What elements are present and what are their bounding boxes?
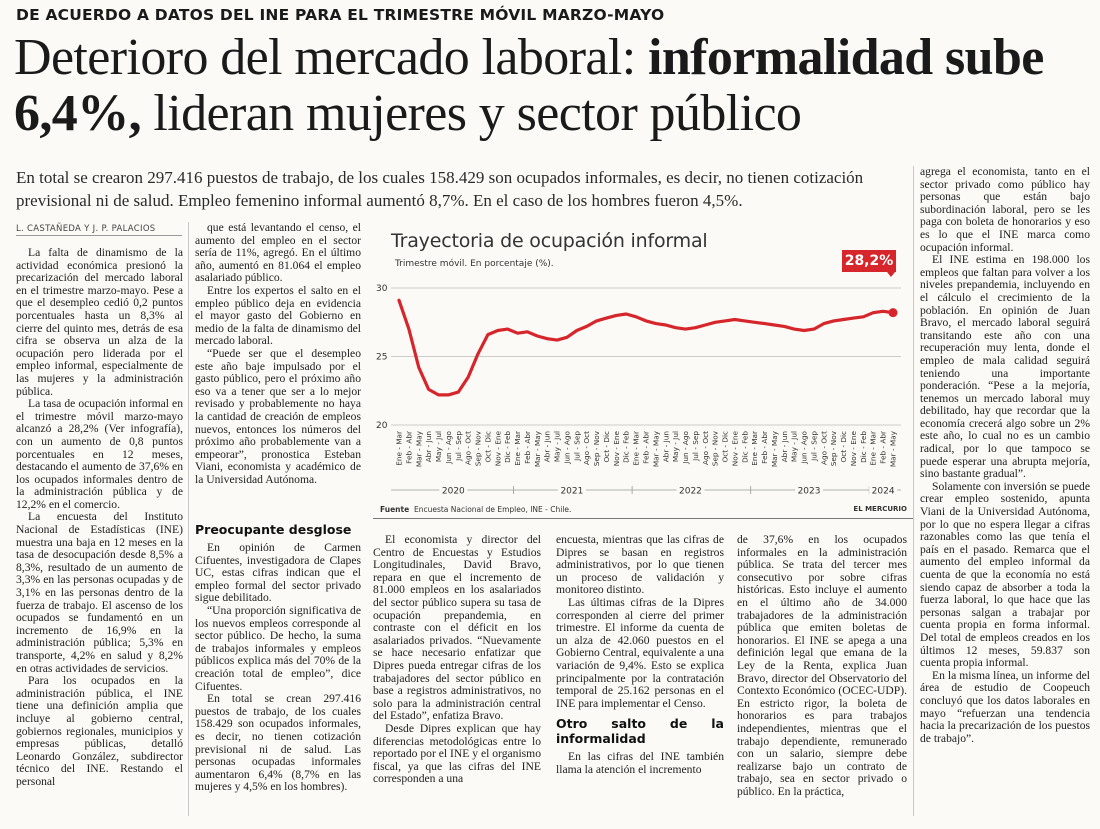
x-tick-label: May - Jul xyxy=(671,431,681,463)
x-tick-label: May - Jul xyxy=(552,431,562,463)
chart-bottom-rule xyxy=(373,518,913,519)
paragraph: Las últimas cifras de la Dipres corresponden al cierre del primer trimestre. El informe da cuenta de un alza de 42.060 puestos en el Gobierno Central, equivalente a una variación de 9,4%. Esto se explica principalmente por la contratación temporal de 25.162 personas en el INE para implementar el Censo. xyxy=(556,595,724,710)
chart-credit: EL MERCURIO xyxy=(853,505,907,513)
y-tick-label: 20 xyxy=(376,421,388,431)
paragraph: En la misma línea, un informe del área de estudio de Coopeuch concluyó que los datos laborales en mayo “refuerzan una tendencia hacia la precarización de los puestos de trabajo”. xyxy=(920,668,1090,745)
x-tick-label: Oct - Dic xyxy=(839,431,849,463)
x-tick-label: Ago - Oct xyxy=(700,431,710,465)
x-tick-label: Abr - Jun xyxy=(424,431,434,463)
x-tick-label: Dic - Feb xyxy=(858,431,868,463)
paragraph: La tasa de ocupación informal en el trimestre móvil marzo-mayo alcanzó a 28,2% (Ver infografía), con un aumento de 0,8 puntos porcentuales en 12 meses, destacando el aumento de 37,6% en los ocupados informales dentro de la administración pública y de 12,2% en el comercio. xyxy=(16,397,183,511)
x-tick-label: Abr - Jun xyxy=(542,431,552,463)
y-tick-label: 25 xyxy=(376,352,388,363)
x-tick-label: Dic - Feb xyxy=(621,431,631,463)
paragraph: Entre los expertos el salto en el empleo público deja en evidencia el mayor gasto del Gobierno en medio de la falta de dinamismo del mercado laboral. xyxy=(195,283,361,348)
x-tick-label: Ene - Mar xyxy=(750,431,760,466)
x-tick-label: Ago - Oct xyxy=(819,431,829,465)
x-tick-label: Mar - May xyxy=(651,431,661,468)
x-tick-label: Jul - Sep xyxy=(809,431,819,461)
paragraph: La encuesta del Instituto Nacional de Estadísticas (INE) muestra una baja en 12 meses en la tasa de desocupación desde 8,5% a 8,3%, resultado de un aumento de 3,3% en las personas ocupadas y de 3,1% en las personas dentro de la fuerza de trabajo. El ascenso de los ocupados se fundamentó en un incremento de 16,9% en la administración pública; 5,3% en transporte, 4,2% en salud y 8,2% en otras actividades de servicios. xyxy=(16,510,183,675)
paragraph: que está levantando el censo, el aumento del empleo en el sector sería de 11%, agregó. En el último año, aumentó en 81.064 el empleo asalariado público. xyxy=(195,222,361,285)
last-point-marker xyxy=(889,308,898,317)
x-tick-label: Dic - Feb xyxy=(740,431,750,463)
chart-source xyxy=(380,505,571,514)
x-tick-label: Feb - Abr xyxy=(641,431,651,464)
paragraph: Solamente con inversión se puede crear empleo sostenido, apunta Viani de la Universidad Autónoma, por lo que no espera llegar a cifras razonables como las que tenía el país en el pasado. Remarca que el aumento del empleo informal da cuenta de que la economía no está siendo capaz de absorber a toda la fuerza laboral, lo que hace que las personas salgan a trabajar por cuenta propia en forma informal. Del total de empleos creados en los últimos 12 meses, 59.837 son cuenta propia informal. xyxy=(920,479,1090,670)
x-tick-label: Ago - Oct xyxy=(582,431,592,465)
x-tick-label: Feb - Abr xyxy=(878,431,888,464)
x-tick-label: Feb - Abr xyxy=(404,431,414,464)
x-tick-label: Jun - Ago xyxy=(443,431,453,464)
year-label: 2022 xyxy=(679,486,702,497)
paragraph: En opinión de Carmen Cifuentes, investigadora de Clapes UC, estas cifras indican que el empleo formal del sector privado sigue debilitado. xyxy=(195,541,361,605)
x-tick-label: Jul - Sep xyxy=(572,431,582,461)
x-tick-label: Oct - Dic xyxy=(720,431,730,463)
x-tick-label: Jun - Ago xyxy=(562,431,572,464)
x-tick-label: Dic - Feb xyxy=(503,431,513,463)
y-tick-label: 30 xyxy=(376,284,388,294)
x-tick-label: Mar - May xyxy=(414,431,424,468)
column-2-top xyxy=(195,222,361,514)
x-tick-label: Mar - May xyxy=(769,431,779,468)
x-tick-label: May - Jul xyxy=(789,431,799,463)
x-tick-label: Ago - Oct xyxy=(463,431,473,465)
year-label: 2020 xyxy=(441,486,465,497)
x-tick-label: Feb - Abr xyxy=(760,431,770,464)
x-tick-label: Sep - Nov xyxy=(473,431,483,467)
chart xyxy=(373,222,913,520)
paragraph: de 37,6% en los ocupados informales en la administración pública. Se trata del tercer mes consecutivo por sobre cifras históricas. Esto incluye el aumento en el último año de 34.000 trabajadores de la administración pública que emiten boletas de honorarios. El INE se apega a una definición legal que emana de la Ley de la Renta, explica Juan Bravo, director del Observatorio del Contexto Económico (OCEC-UDP). En estricto rigor, la boleta de honorarios es para trabajos independientes, mientras que el trabajo dependiente, remunerado con un salario, siempre debe realizarse bajo un contrato de trabajo, sea en sector privado o público. En la práctica, xyxy=(737,534,907,798)
paragraph: La falta de dinamismo de la actividad económica presionó la precarización del mercado laboral en el trimestre marzo-mayo. Pese a que el desempleo cedió 0,2 puntos porcentuales hasta un 8,3% al cierre del quinto mes, detrás de esa cifra se observa un alza de la ocupación pero liderada por el empleo informal, especialmente de las mujeres y la administración pública. xyxy=(16,247,183,398)
x-tick-label: Ene - Mar xyxy=(631,431,641,466)
x-tick-label: Oct - Dic xyxy=(601,431,611,463)
x-tick-label: Ene - Mar xyxy=(394,431,404,466)
paragraph: “Puede ser que el desempleo este año baje impulsado por el gasto público, pero el próximo año eso va a tener que ser a lo mejor revisado y probablemente no haya la cantidad de creación de empleos nuevos, entonces los números del próximo año probablemente van a empeorar”, pronostica Esteban Viani, economista y académico de la Universidad Autónoma. xyxy=(195,346,361,486)
column-6 xyxy=(920,166,1090,816)
column-3 xyxy=(373,534,541,815)
x-tick-label: May - Jul xyxy=(434,431,444,463)
headline-part-3: lideran mujeres y sector público xyxy=(141,85,802,142)
year-label: 2024 xyxy=(871,486,895,497)
x-tick-label: Jun - Ago xyxy=(799,431,809,464)
x-tick-label: Mar - May xyxy=(532,431,542,468)
x-tick-label: Ene - Mar xyxy=(868,431,878,466)
year-label: 2021 xyxy=(560,486,584,497)
column-rule xyxy=(913,166,914,816)
paragraph: En total se crean 297.416 puestos de trabajo, de los cuales 158.429 son ocupados informales, es decir, no tienen cotización previsional ni de salud. Las personas ocupadas informales aumentaron 6,4% (8,7% en las mujeres y 4,5% en los hombres). xyxy=(195,692,361,794)
x-tick-label: Jun - Ago xyxy=(681,431,691,464)
chart-subtitle: Trimestre móvil. En porcentaje (%). xyxy=(395,259,554,269)
x-tick-label: Jul - Sep xyxy=(453,431,463,461)
x-tick-label: Nov - Ene xyxy=(611,431,621,467)
paragraph: El economista y director del Centro de Encuestas y Estudios Longitudinales, David Bravo, repara en que el incremento de 81.000 empleos en los asalariados del sector público supera su tasa de ocupación prepandemia, en contraste con el déficit en los asalariados privados. “Nuevamente se hace necesario enfatizar que Dipres pueda entregar cifras de los trabajadores del sector público en base a registros administrativos, no solo para la administración central del Estado”, enfatiza Bravo. xyxy=(373,534,541,723)
byline: L. CASTAÑEDA Y J. P. PALACIOS xyxy=(16,224,156,234)
paragraph: Desde Dipres explican que hay diferencias metodológicas entre lo reportado por el INE y el organismo fiscal, ya que las cifras del INE corresponden a una xyxy=(373,721,541,786)
subheading-otro-salto: Otro salto de la informalidad xyxy=(556,716,724,747)
paragraph: agrega el economista, tanto en el sector privado como público hay personas que están bajo subordinación laboral, pero se les paga con boleta de honorarios y eso es lo que el INE marca como ocupación informal. xyxy=(920,166,1090,254)
x-tick-label: Oct - Dic xyxy=(483,431,493,463)
source-label: Fuente xyxy=(380,505,410,514)
kicker: DE ACUERDO A DATOS DEL INE PARA EL TRIMESTRE MÓVIL MARZO-MAYO xyxy=(16,6,665,24)
paragraph: “Una proporción significativa de los nuevos empleos corresponde al sector público. De hecho, la suma de trabajos informales y empleos públicos explica más del 70% de la creación total de empleo”, dice Cifuentes. xyxy=(195,603,361,693)
column-2-bottom xyxy=(195,516,361,815)
headline-part-2: informalidad sube 6,4%, xyxy=(14,29,1044,142)
chart-title: Trayectoria de ocupación informal xyxy=(391,230,708,252)
x-tick-label: Sep - Nov xyxy=(592,431,602,467)
x-tick-label: Nov - Ene xyxy=(730,431,740,467)
x-tick-label: Sep - Nov xyxy=(829,431,839,467)
series-line xyxy=(399,300,893,395)
paragraph: Para los ocupados en la administración pública, el INE tiene una definición amplia que incluye al gobierno central, gobiernos regionales, municipios y empresas públicas, detalló Leonardo González, subdirector técnico del INE. Restando el personal xyxy=(16,674,183,788)
byline-rule xyxy=(16,235,182,236)
paragraph: En las cifras del INE también llama la atención el incremento xyxy=(556,750,724,776)
column-4 xyxy=(556,534,724,815)
x-tick-label: Abr - Jun xyxy=(779,431,789,463)
subheading-preocupante: Preocupante desglose xyxy=(195,522,352,537)
x-tick-label: Ene - Mar xyxy=(513,431,523,466)
source-text: Encuesta Nacional de Empleo, INE - Chile. xyxy=(413,505,572,514)
year-label: 2023 xyxy=(797,486,821,497)
paragraph: encuesta, mientras que las cifras de Dipres se basan en registros administrativos, por lo que tienen un proceso de validación y monitoreo distinto. xyxy=(556,534,724,597)
column-5 xyxy=(737,534,907,815)
headline xyxy=(14,30,1094,142)
x-tick-label: Mar - May xyxy=(888,431,898,468)
highlight-badge: 28,2% xyxy=(842,250,896,272)
paragraph: El INE estima en 198.000 los empleos que faltan para volver a los niveles prepandemia, incluyendo en el cálculo el crecimiento de la población. En opinión de Juan Bravo, el mercado laboral seguirá transitando este año con una recuperación muy lenta, donde el empleo de mala calidad seguirá teniendo una importante ponderación. “Pese a la mejoría, tenemos un mercado laboral muy debilitado, hay que recordar que la economía crecerá algo sobre un 2% este año, lo cual no es un cambio radical, por lo que tampoco se puede esperar una abrupta mejoría, sino bastante gradual”. xyxy=(920,253,1090,481)
column-1 xyxy=(16,247,183,815)
column-rule xyxy=(188,222,189,816)
x-tick-label: Nov - Ene xyxy=(848,430,858,467)
x-tick-label: Abr - Jun xyxy=(661,431,671,463)
headline-part-1: Deterioro del mercado laboral: xyxy=(14,29,648,86)
x-tick-label: Feb - Abr xyxy=(522,431,532,464)
deck: En total se crearon 297.416 puestos de trabajo, de los cuales 158.429 son ocupados informales, es decir, no tienen cotización previsional ni de salud. Empleo femenino informal aumentó 8,7%. En el caso de los hombres fueron 4,5%. xyxy=(16,168,864,210)
x-tick-label: Sep - Nov xyxy=(710,431,720,467)
x-tick-label: Nov - Ene xyxy=(493,431,503,467)
x-tick-label: Jul - Sep xyxy=(690,431,700,461)
